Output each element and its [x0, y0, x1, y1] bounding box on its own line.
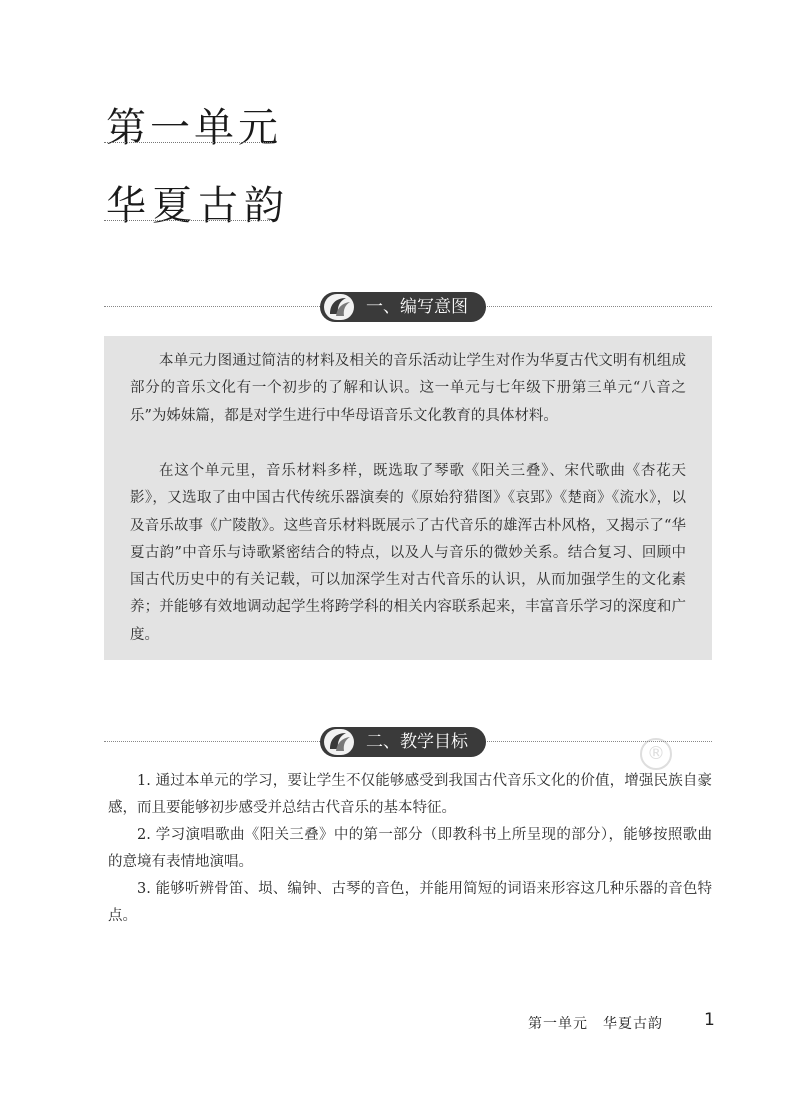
section-heading-pill-1: [320, 292, 486, 322]
section-heading-1: 一、编写意图: [366, 297, 468, 317]
unit-subtitle-rule: [104, 220, 272, 221]
page-number: 1: [704, 1010, 715, 1030]
music-note-icon: [324, 294, 354, 320]
section-heading-2: 二、教学目标: [366, 732, 468, 752]
intent-paragraph-2: 在这个单元里，音乐材料多样，既选取了琴歌《阳关三叠》、宋代歌曲《杏花天影》，又选取了由中国古代传统乐器演奏的《原始狩猎图》《哀郢》《楚商》《流水》，以及音乐故事《广陵散》。这些音乐材料既展示了古代音乐的雄浑古朴风格，又揭示了“华夏古韵”中音乐与诗歌紧密结合的特点，以及人与音乐的微妙关系。结合复习、回顾中国古代历史中的有关记载，可以加深学生对古代音乐的认识，从而加强学生的文化素养；并能够有效地调动起学生将跨学科的相关内容联系起来，丰富音乐学习的深度和广度。: [130, 463, 686, 643]
unit-subtitle: 华夏古韵: [106, 183, 290, 229]
intent-paragraph-1: 本单元力图通过简洁的材料及相关的音乐活动让学生对作为华夏古代文明有机组成部分的音乐文化有一个初步的了解和认识。这一单元与七年级下册第三单元“八音之乐”为姊妹篇，都是对学生进行中华母语音乐文化教育的具体材料。: [130, 353, 686, 424]
intent-panel: [104, 336, 712, 660]
unit-title-rule: [104, 142, 272, 143]
goal-item-3: 3. 能够听辨骨笛、埙、编钟、古琴的音色，并能用简短的词语来形容这几种乐器的音色特点。: [108, 881, 712, 924]
registered-mark: ®: [640, 738, 672, 770]
running-footer: 第一单元 华夏古韵: [528, 1016, 663, 1032]
section-heading-pill-2: [320, 727, 486, 757]
goal-item-2: 2. 学习演唱歌曲《阳关三叠》中的第一部分（即教科书上所呈现的部分），能够按照歌曲的意境有表情地演唱。: [108, 827, 712, 870]
music-note-icon: [324, 729, 354, 755]
unit-title: 第一单元: [106, 105, 282, 151]
goal-item-1: 1. 通过本单元的学习，要让学生不仅能够感受到我国古代音乐文化的价值，增强民族自豪感，而且要能够初步感受并总结古代音乐的基本特征。: [108, 773, 712, 816]
